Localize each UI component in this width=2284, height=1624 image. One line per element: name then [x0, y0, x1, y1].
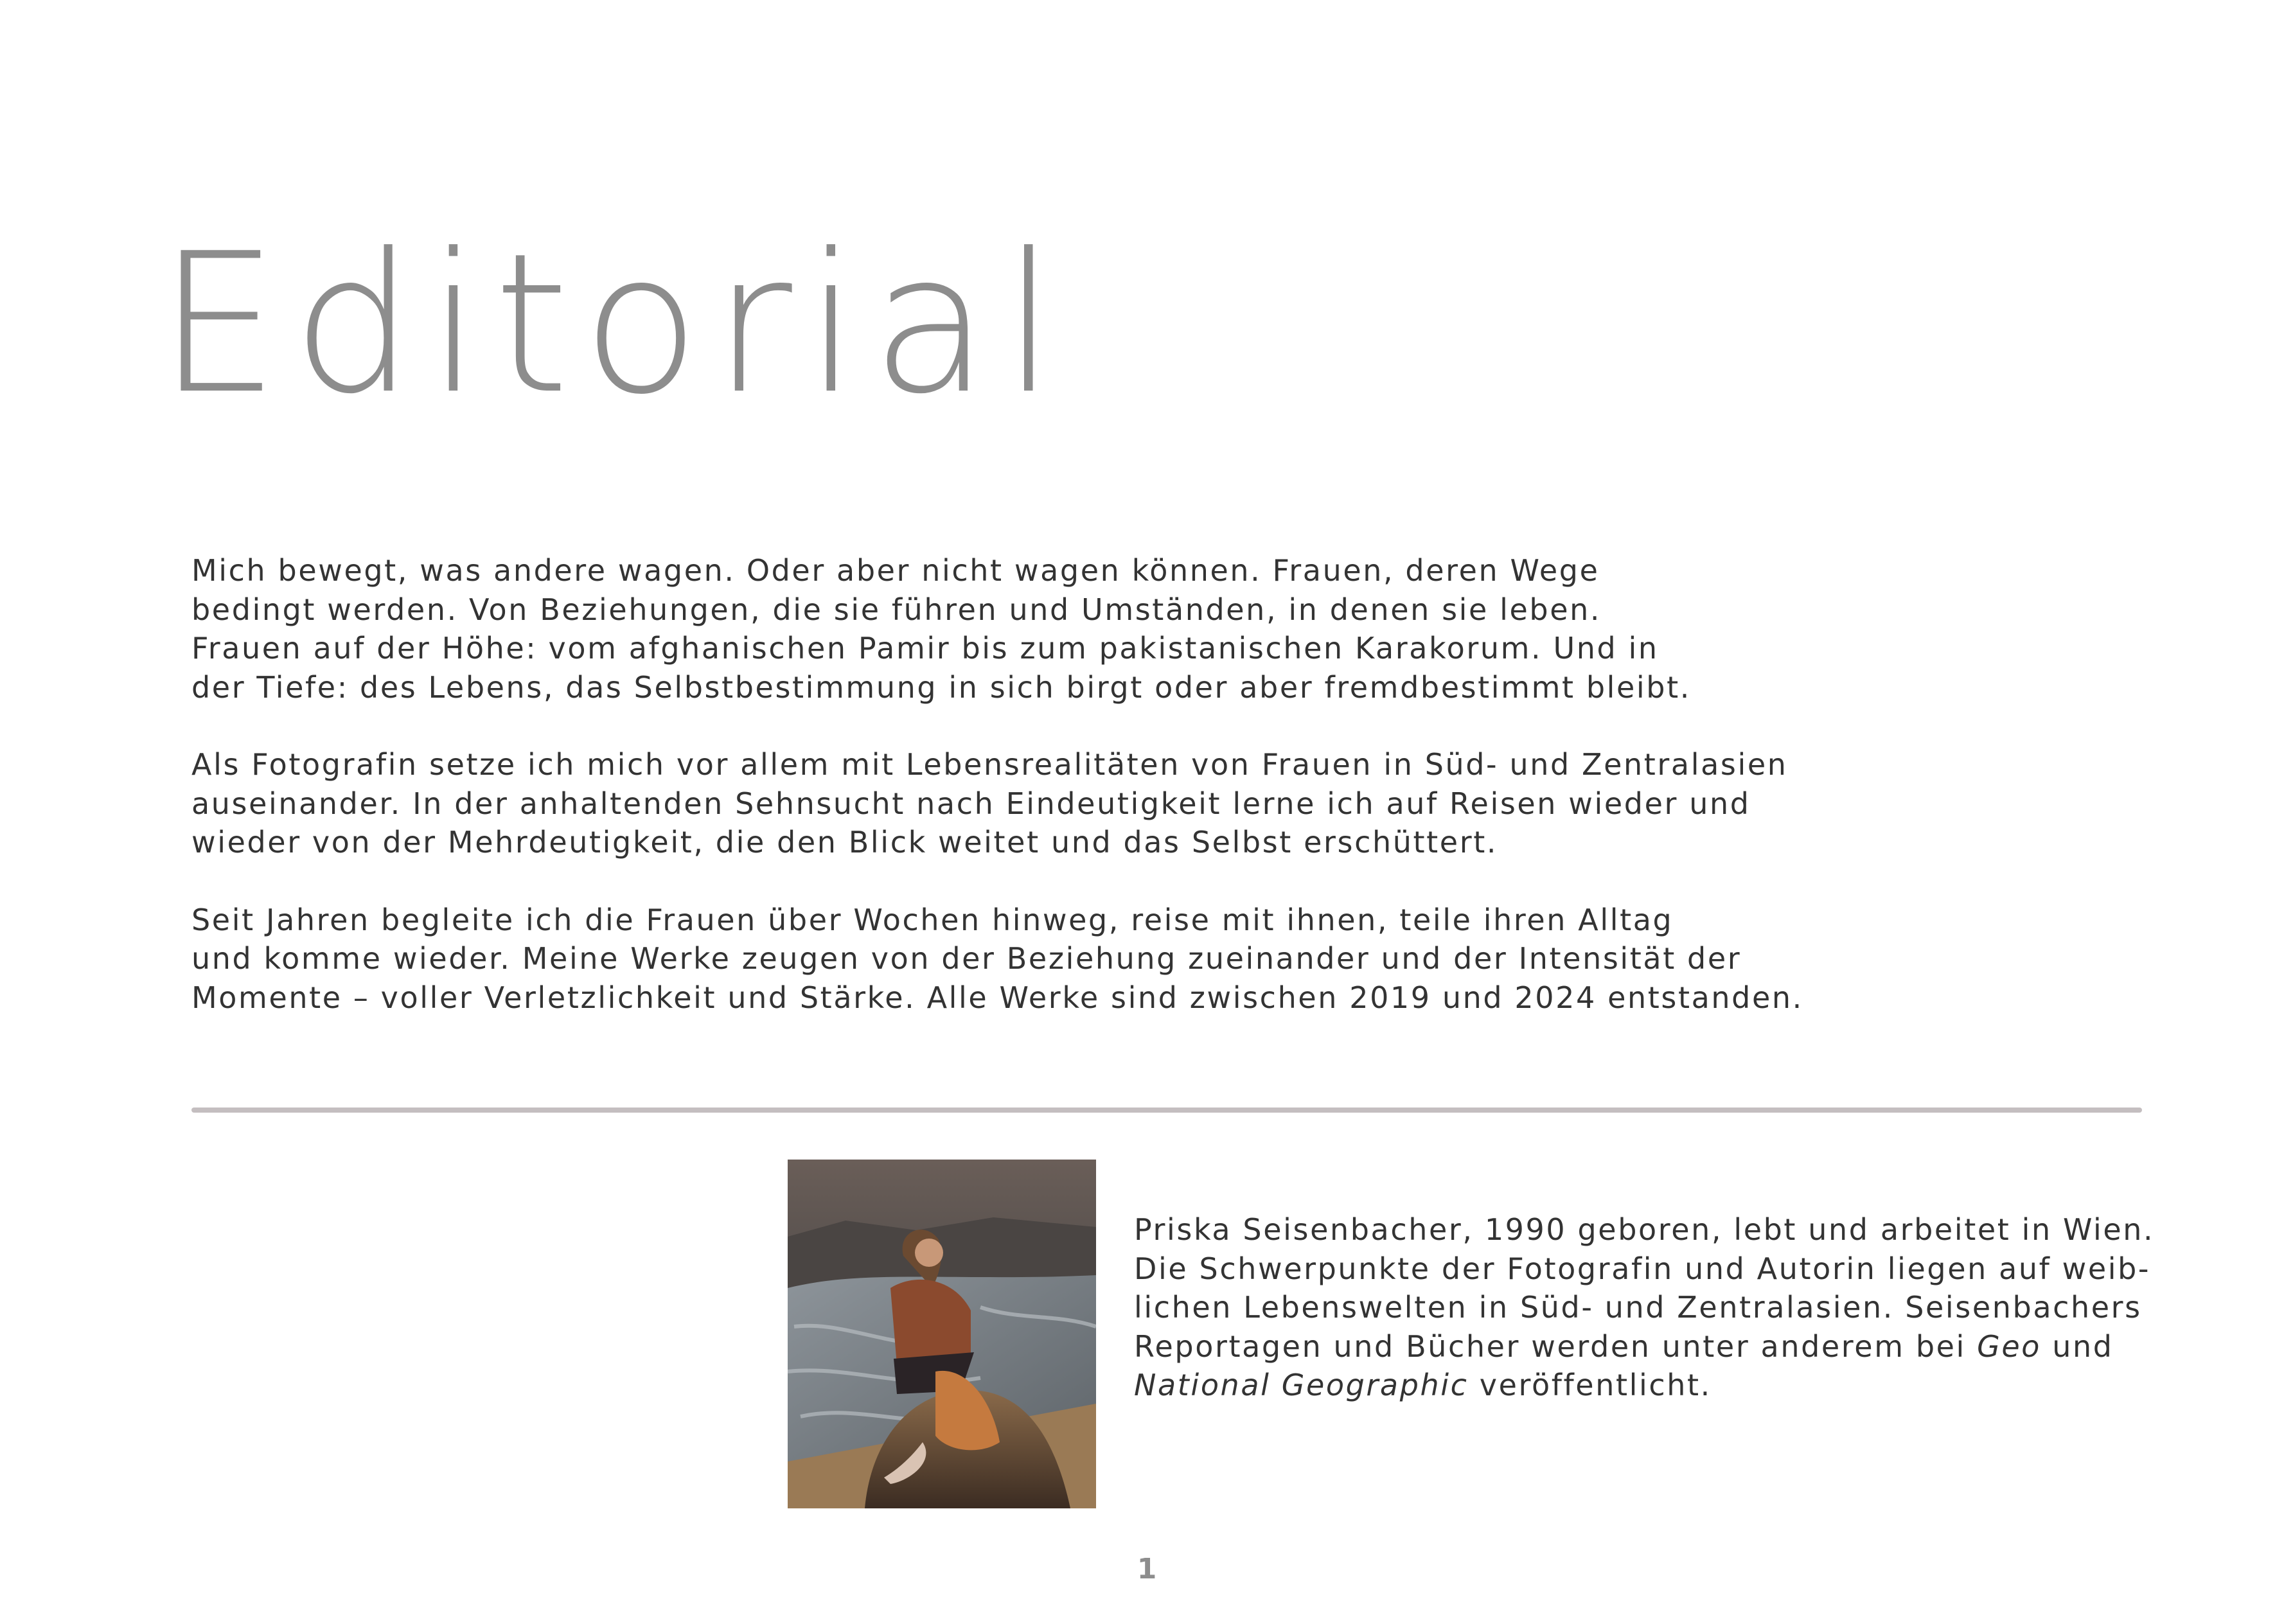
- publication-name: Geo: [1977, 1328, 2042, 1364]
- intro-text: [191, 551, 1862, 1055]
- author-bio: [1134, 1210, 2162, 1405]
- publication-name: National Geographic: [1134, 1368, 1469, 1402]
- intro-paragraph: Seit Jahren begleite ich die Frauen über Wochen hinweg, reise mit ihnen, teile ihren Alltag und komme wieder. Meine Werke zeugen von der Beziehung zueinander und der Intensität der Momente – voller Verletzlichkeit und Stärke. Alle Werke sind zwischen 2019 und 2024 entstanden.: [191, 902, 1803, 1015]
- bio-text: Reportagen und Bücher werden unter anderem bei: [1134, 1328, 1978, 1364]
- bio-line: [1134, 1366, 2162, 1405]
- author-portrait-photo: [788, 1160, 1096, 1508]
- bio-line: Die Schwerpunkte der Fotografin und Autorin liegen auf weib-: [1134, 1251, 2151, 1286]
- intro-paragraph: Als Fotografin setze ich mich vor allem mit Lebensrealitäten von Frauen in Süd- und Zentralasien auseinander. In der anhaltenden Sehnsucht nach Eindeutigkeit lerne ich auf Reisen wieder und wieder von der Mehrdeutigkeit, die den Blick weitet und das Selbst erschüttert.: [191, 747, 1788, 860]
- bio-line: lichen Lebenswelten in Süd- und Zentralasien. Seisenbachers: [1134, 1290, 2142, 1325]
- intro-paragraph: Mich bewegt, was andere wagen. Oder aber nicht wagen können. Frauen, deren Wege bedingt werden. Von Beziehungen, die sie führen und Umständen, in denen sie leben. Frauen auf der Höhe: vom afghanischen Pamir bis zum pakistanischen Karakorum. Und in der Tiefe: des Lebens, das Selbstbestimmung in sich birgt oder aber fremdbestimmt bleibt.: [191, 553, 1691, 705]
- bio-text: veröffentlicht.: [1468, 1368, 1712, 1402]
- section-divider: [191, 1108, 2142, 1113]
- bio-line: Priska Seisenbacher, 1990 geboren, lebt und arbeitet in Wien.: [1134, 1212, 2155, 1247]
- bio-line: [1134, 1327, 2162, 1366]
- page-title: Editorial: [157, 212, 1069, 436]
- bio-text: und: [2041, 1328, 2114, 1364]
- page-number: 1: [1137, 1553, 1157, 1585]
